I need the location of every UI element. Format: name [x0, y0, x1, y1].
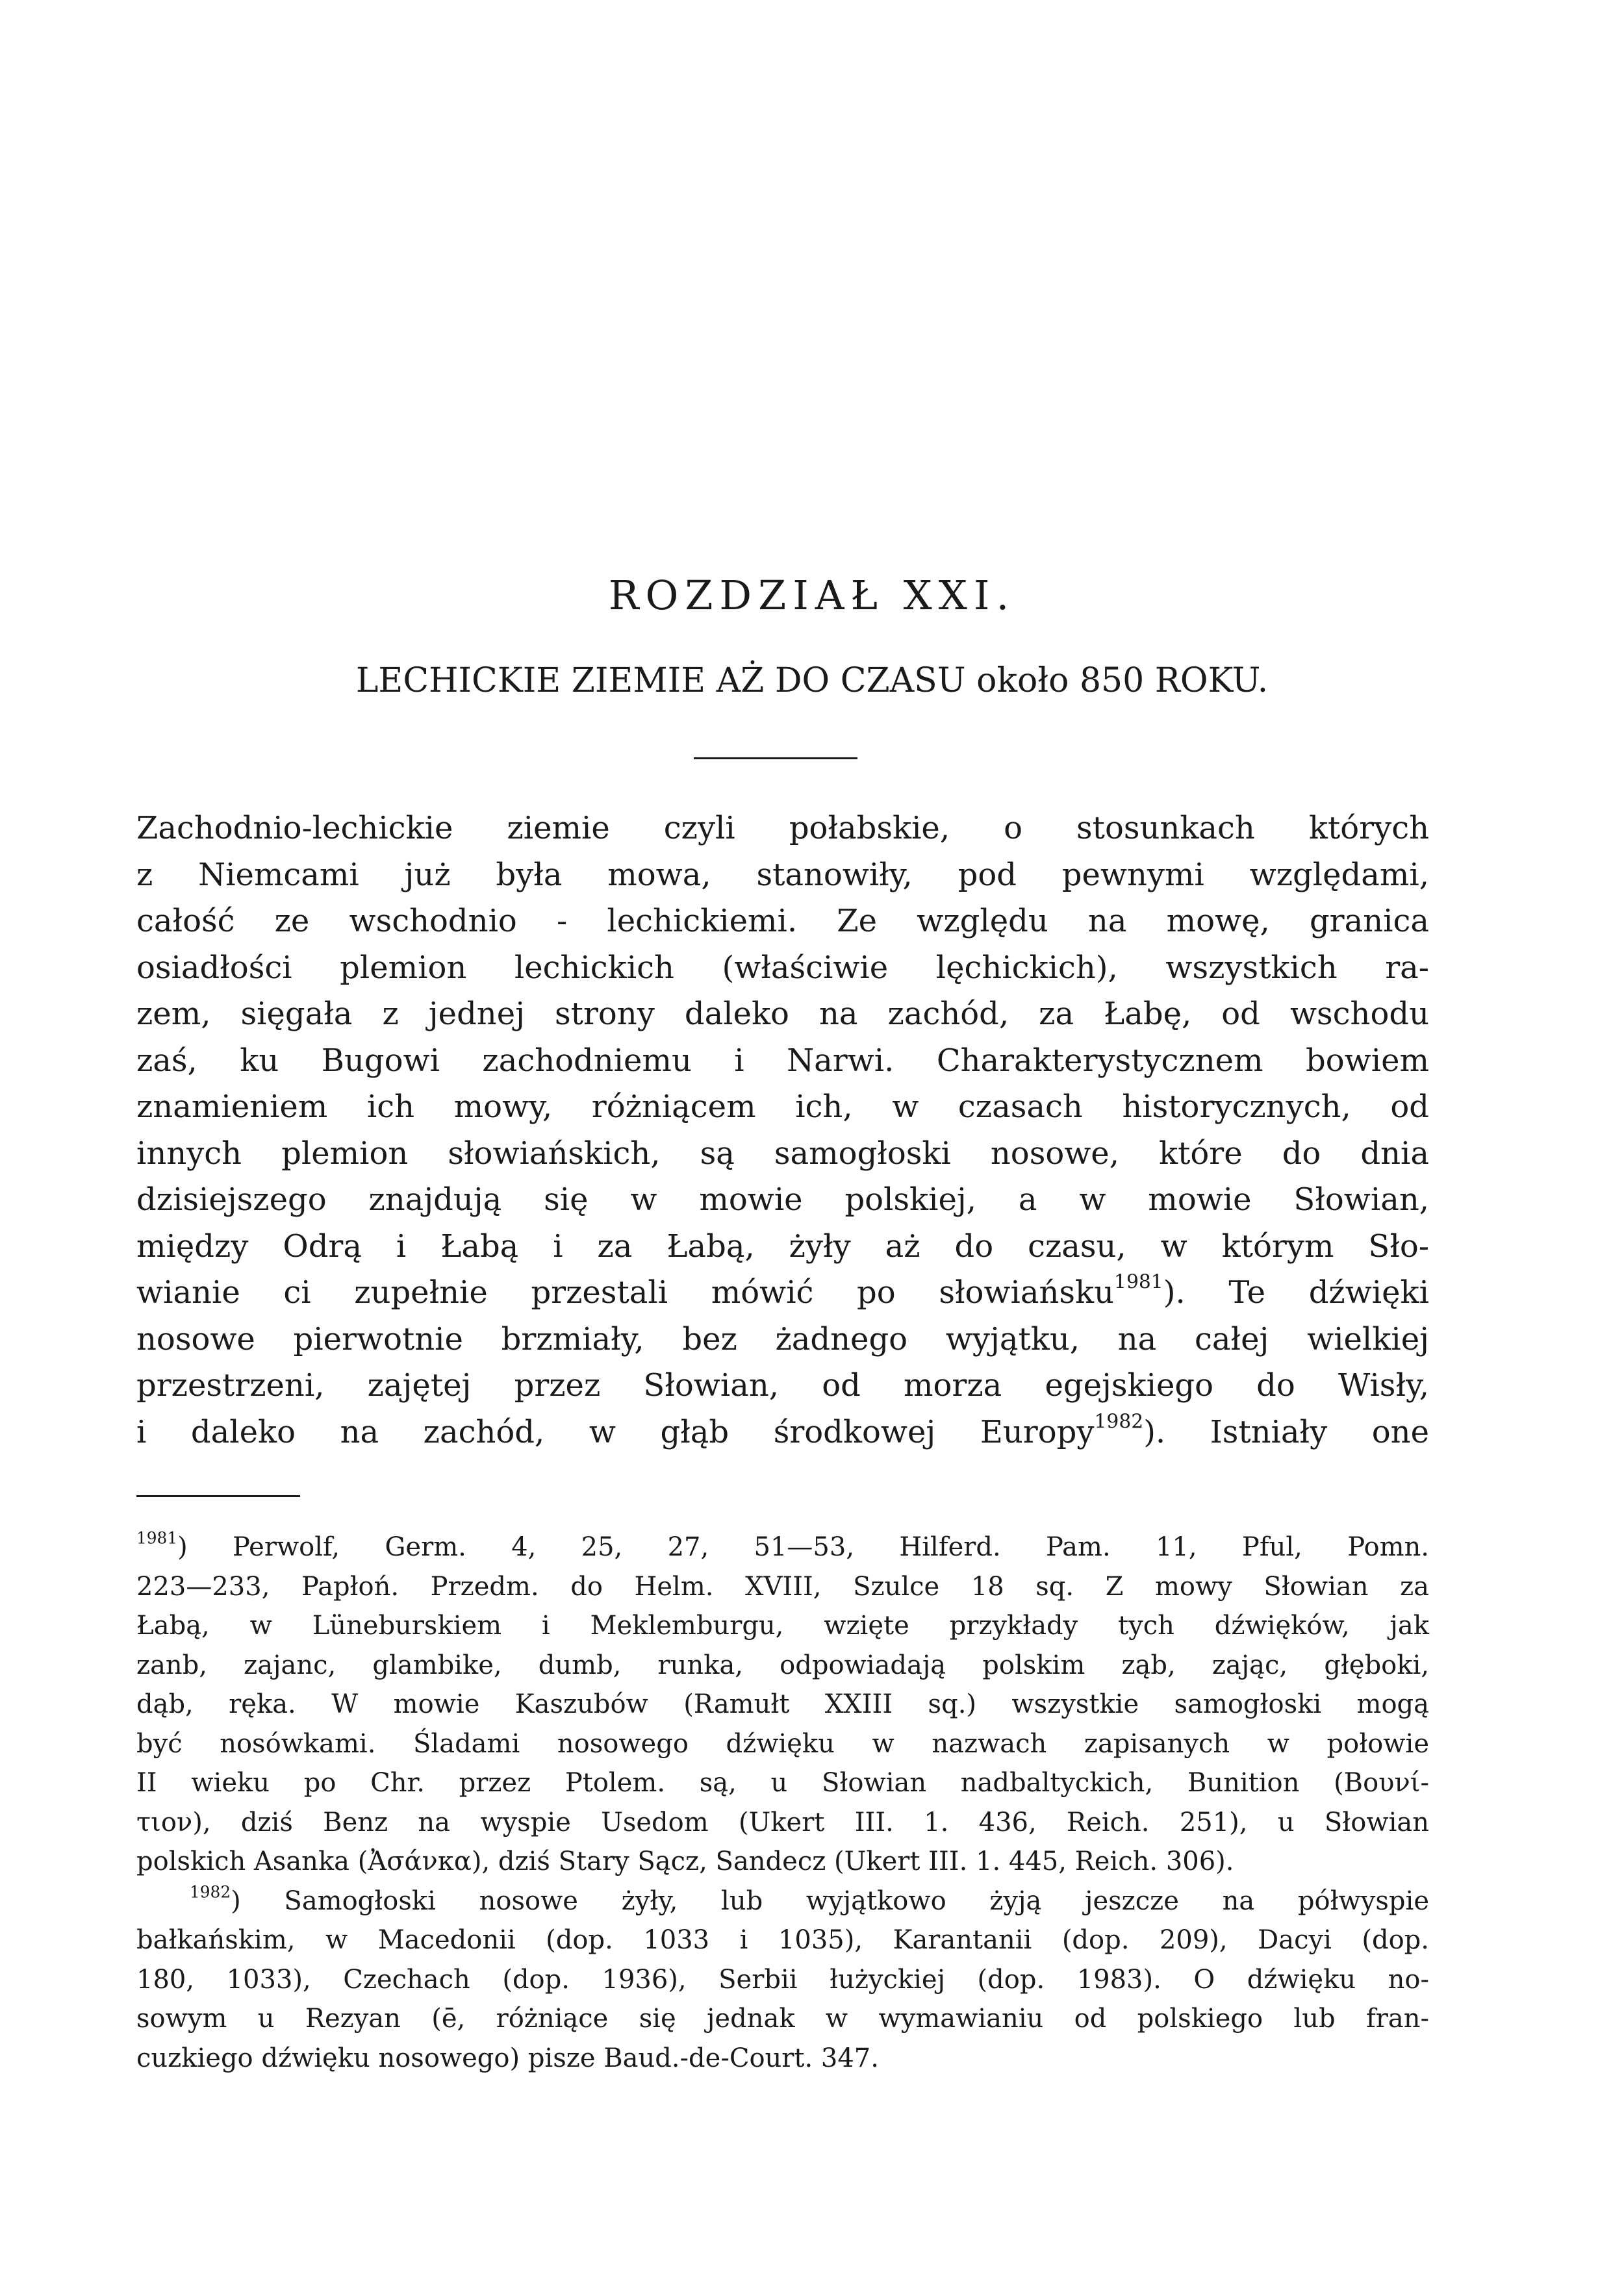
chapter-heading: ROZDZIAŁ XXI. — [608, 572, 1016, 619]
body-line: całość ze wschodnio - lechickiemi. Ze względu na mowę, granica — [136, 903, 1429, 939]
body-line: z Niemcami już była mowa, stanowiły, pod pewnymi względami, — [136, 856, 1429, 893]
chapter-subtitle: LECHICKIE ZIEMIE AŻ DO CZASU około 850 ROKU. — [355, 661, 1269, 700]
footnote-1981-line: dąb, ręka. W mowie Kaszubów (Ramułt XXIII sq.) wszystkie samogłoski mogą — [136, 1689, 1429, 1719]
body-line: innych plemion słowiańskich, są samogłoski nosowe, które do dnia — [136, 1135, 1429, 1172]
body-line: zaś, ku Bugowi zachodniemu i Narwi. Charakterystycznem bowiem — [136, 1042, 1429, 1079]
body-line: wianie ci zupełnie przestali mówić po słowiańsku$^{1981}$). Te dźwięki — [136, 1270, 1429, 1311]
footnote-divider — [136, 1495, 300, 1497]
footnote-1981-line: Łabą, w Lüneburskiem i Meklemburgu, wzięte przykłady tych dźwięków, jak — [136, 1611, 1429, 1641]
body-line: dzisiejszego znajdują się w mowie polskiej, a w mowie Słowian, — [136, 1181, 1429, 1218]
footnote-1981-line: zanb, zajanc, glambike, dumb, runka, odpowiadają polskim ząb, zając, głęboki, — [136, 1650, 1429, 1680]
footnote-1982-line: sowym u Rezyan (ē, różniące się jednak w wymawianiu od polskiego lub fran- — [136, 2004, 1429, 2034]
footnotes — [136, 1528, 1429, 2078]
footnote-1982-line: 180, 1033), Czechach (dop. 1936), Serbii łużyckiej (dop. 1983). O dźwięku no- — [136, 1964, 1429, 1995]
body-line: nosowe pierwotnie brzmiały, bez żadnego wyjątku, na całej wielkiej — [136, 1320, 1429, 1357]
body-line: zem, sięgała z jednej strony daleko na zachód, za Łabę, od wschodu — [136, 996, 1429, 1032]
footnote-1981-line: być nosówkami. Śladami nosowego dźwięku w nazwach zapisanych w połowie — [136, 1728, 1429, 1759]
footnote-1982-line: bałkańskim, w Macedonii (dop. 1033 i 1035), Karantanii (dop. 209), Dacyi (dop. — [136, 1925, 1429, 1955]
footnote-1982-line: cuzkiego dźwięku nosowego) pisze Baud.-de-Court. 347. — [136, 2043, 879, 2073]
footnote-ref-1982: 1982 — [1094, 1410, 1144, 1433]
body-paragraph — [136, 805, 1429, 1456]
body-line: i daleko na zachód, w głąb środkowej Europy$^{1982}$). Istniały one — [136, 1410, 1429, 1450]
footnote-1981-line: $^{1981}$) Perwolf, Germ. 4, 25, 27, 51—53, Hilferd. Pam. 11, Pful, Pomn. — [136, 1528, 1429, 1562]
footnote-ref-1981: 1981 — [1114, 1270, 1163, 1294]
footnote-1981-line: τιον), dziś Benz na wyspie Usedom (Ukert III. 1. 436, Reich. 251), u Słowian — [136, 1807, 1429, 1837]
footnote-1982-line: $^{1982}$) Samogłoski nosowe żyły, lub wyjątkowo żyją jeszcze na półwyspie — [190, 1882, 1429, 1916]
body-line: przestrzeni, zajętej przez Słowian, od morza egejskiego do Wisły, — [136, 1367, 1429, 1404]
title-divider — [694, 757, 857, 759]
footnote-1981-line: 223—233, Papłoń. Przedm. do Helm. XVIII, Szulce 18 sq. Z mowy Słowian za — [136, 1571, 1429, 1602]
footnote-1981-line: II wieku po Chr. przez Ptolem. są, u Słowian nadbaltyckich, Bunition (Βουνί- — [136, 1768, 1429, 1798]
footnote-1981-line: polskich Asanka (Ἀσάνκα), dziś Stary Sącz, Sandecz (Ukert III. 1. 445, Reich. 306). — [136, 1847, 1234, 1876]
body-line: znamieniem ich mowy, różniącem ich, w czasach historycznych, od — [136, 1089, 1429, 1125]
footnote-mark-1981: 1981 — [136, 1528, 178, 1548]
body-line: Zachodnio-lechickie ziemie czyli połabskie, o stosunkach których — [136, 810, 1429, 846]
body-line: osiadłości plemion lechickich (właściwie lęchickich), wszystkich ra- — [136, 949, 1429, 986]
body-line: między Odrą i Łabą i za Łabą, żyły aż do czasu, w którym Sło- — [136, 1228, 1429, 1265]
footnote-mark-1982: 1982 — [190, 1882, 231, 1901]
